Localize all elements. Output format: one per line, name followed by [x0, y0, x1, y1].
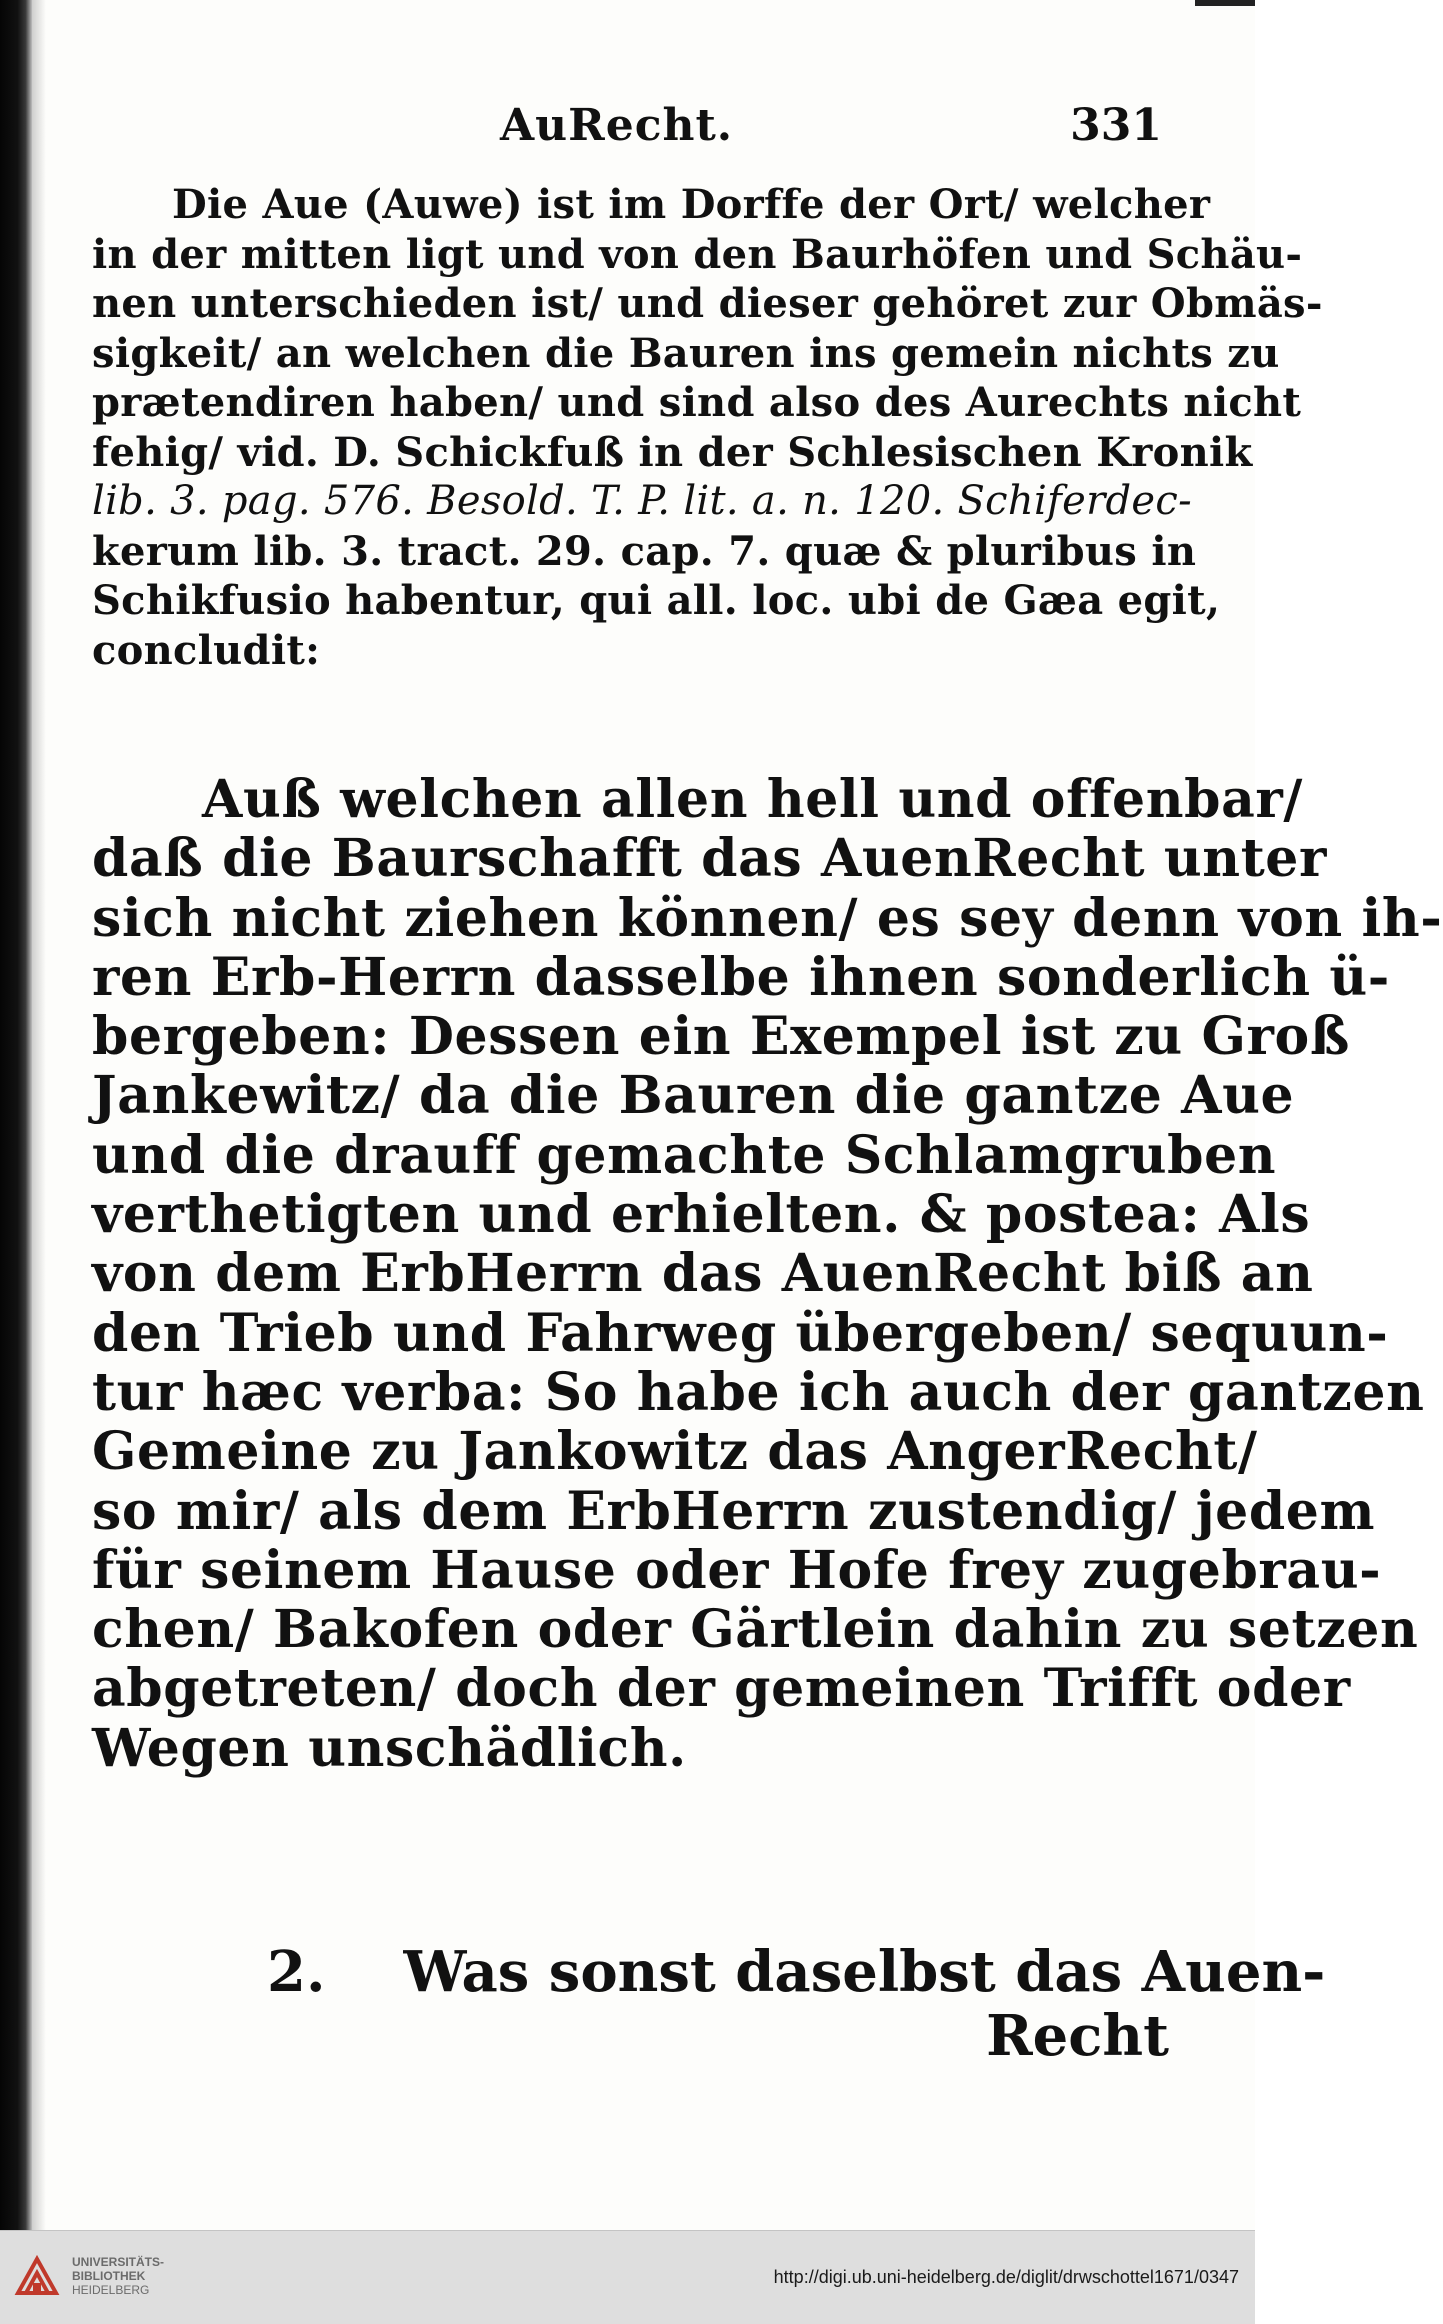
text-line: Jankewitz/ da die Bauren die gantze Aue	[92, 1065, 1295, 1127]
text-line: bergeben: Dessen ein Exempel ist zu Groß	[92, 1006, 1350, 1068]
text-line: Die Aue (Auwe) ist im Dorffe der Ort/ welcher	[172, 181, 1211, 228]
catchword: Recht	[986, 2003, 1169, 2069]
section-number: 2.	[267, 1939, 326, 2005]
text-line: Auß welchen allen hell und offenbar/	[202, 769, 1303, 830]
text-line: von dem ErbHerrn das AuenRecht biß an	[92, 1243, 1314, 1305]
page-edge	[1195, 0, 1255, 6]
text-line: so mir/ als dem ErbHerrn zustendig/ jedem	[92, 1480, 1376, 1542]
book-binding-shadow	[0, 0, 32, 2230]
text-line: tur hæc verba: So habe ich auch der gantzen	[92, 1361, 1425, 1423]
text-line: Wegen unschädlich.	[92, 1717, 687, 1779]
page-number: 331	[1070, 100, 1162, 151]
paragraph-3-line	[92, 1939, 1326, 2005]
text-line: den Trieb und Fahrweg übergeben/ sequun-	[92, 1302, 1389, 1364]
text-line: abgetreten/ doch der gemeinen Trifft oder	[92, 1658, 1351, 1720]
text-line: prætendiren haben/ und sind also des Aurechts nicht	[92, 379, 1302, 426]
viewer-footer	[0, 2230, 1255, 2324]
library-logo-icon	[14, 2253, 60, 2299]
text-line: und die drauff gemachte Schlamgruben	[92, 1124, 1277, 1186]
text-line: fehig/ vid. D. Schickfuß in der Schlesischen Kronik	[92, 428, 1253, 476]
text-line: sigkeit/ an welchen die Bauren ins gemein nichts zu	[92, 329, 1280, 377]
paragraph-1	[92, 180, 1323, 675]
source-url-link[interactable]: http://digi.ub.uni-heidelberg.de/diglit/drwschottel1671/0347	[773, 2267, 1239, 2287]
logo-line: HEIDELBERG	[72, 2283, 150, 2297]
paragraph-2	[92, 769, 1443, 1779]
text-line: Schikfusio habentur, qui all. loc. ubi de Gæa egit,	[92, 577, 1221, 624]
text-line: daß die Baurschafft das AuenRecht unter	[92, 828, 1327, 890]
text-line: lib. 3. pag. 576. Besold. T. P. lit. a. n. 120. Schiferdec-	[92, 478, 1192, 524]
text-line: Gemeine zu Jankowitz das AngerRecht/	[92, 1421, 1258, 1483]
logo-line: UNIVERSITÄTS-	[72, 2255, 165, 2269]
paragraph-3-text: Was sonst daselbst das Auen-	[403, 1939, 1326, 2005]
text-line: sich nicht ziehen können/ es sey denn von ih-	[92, 887, 1443, 949]
text-line: concludit:	[92, 626, 321, 674]
text-line: in der mitten ligt und von den Baurhöfen und Schäu-	[92, 230, 1303, 278]
text-line: kerum lib. 3. tract. 29. cap. 7. quæ & pluribus in	[92, 527, 1197, 575]
logo-line: BIBLIOTHEK	[72, 2269, 146, 2283]
paragraph-3	[92, 1939, 1326, 2069]
text-line: verthetigten und erhielten. & postea: Als	[92, 1184, 1311, 1246]
running-head: AuRecht.	[500, 100, 734, 151]
page-header	[90, 100, 1180, 160]
text-line: ren Erb-Herrn dasselbe ihnen sonderlich ü-	[92, 946, 1390, 1008]
text-line: chen/ Bakofen oder Gärtlein dahin zu setzen	[92, 1599, 1419, 1661]
library-logo-text	[72, 2255, 164, 2297]
text-line: nen unterschieden ist/ und dieser gehöret zur Obmäs-	[92, 280, 1323, 327]
text-line: für seinem Hause oder Hofe frey zugebrau-	[92, 1539, 1382, 1601]
